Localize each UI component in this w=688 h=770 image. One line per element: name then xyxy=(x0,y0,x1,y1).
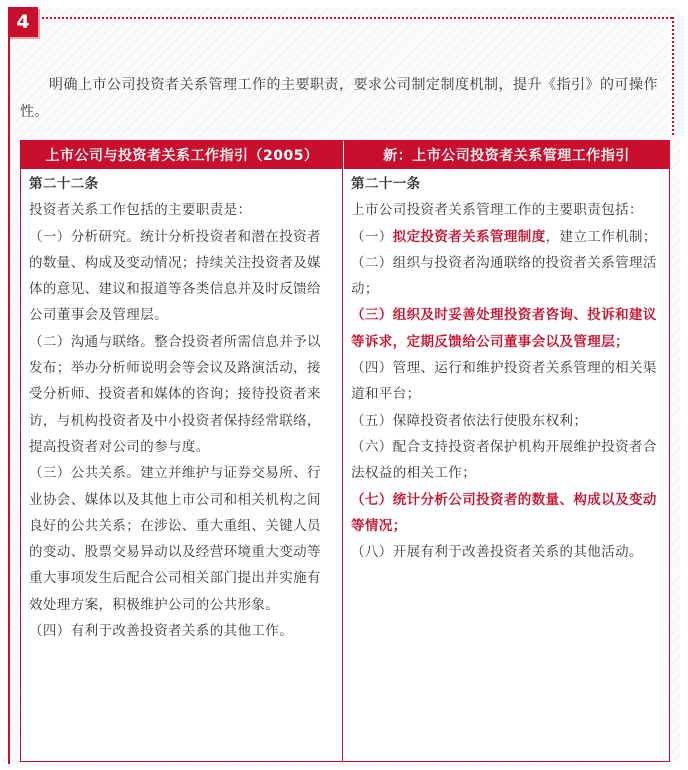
old-duty-item-2: （二）沟通与联络。整合投资者所需信息并予以发布；举办分析师说明会等会议及路演活动，接受分析师、投资者和媒体的咨询；接待投资者来访，与机构投资者及中小投资者保持经常联络，提高投资者对公司的参与度。 xyxy=(29,333,321,455)
top-dotted-border xyxy=(38,17,672,19)
new-duty-item-6: （六）配合支持投资者保护机构开展维护投资者合法权益的相关工作； xyxy=(351,438,657,482)
new-duty-item-2: （二）组织与投资者沟通联络的投资者关系管理活动； xyxy=(351,254,657,298)
right-dotted-border xyxy=(672,17,674,135)
section-number-badge: 4 xyxy=(8,7,38,37)
old-duty-intro: 投资者关系工作包括的主要职责是： xyxy=(29,202,252,219)
old-guideline-column xyxy=(21,169,343,761)
old-article-number: 第二十二条 xyxy=(29,176,99,192)
new-guideline-column xyxy=(343,169,668,761)
table-body-row xyxy=(21,169,669,761)
item-1-prefix: （一） xyxy=(351,228,393,245)
old-duty-item-4: （四）有利于改善投资者关系的其他工作。 xyxy=(29,623,294,640)
new-duty-item-5: （五）保障投资者依法行使股东权利； xyxy=(351,412,588,429)
intro-paragraph: 明确上市公司投资者关系管理工作的主要职责，要求公司制定制度机制，提升《指引》的可操作性。 xyxy=(20,77,658,120)
new-duty-item-3: （三）组织及时妥善处理投资者咨询、投诉和建议等诉求，定期反馈给公司董事会以及管理层； xyxy=(351,307,657,350)
new-article-number: 第二十一条 xyxy=(351,176,421,192)
item-1-rest: ，建立工作机制； xyxy=(545,228,657,245)
header-old-guideline: 上市公司与投资者关系工作指引（2005） xyxy=(21,141,344,169)
new-duty-item-1 xyxy=(351,224,660,250)
old-duty-item-3: （三）公共关系。建立并维护与证券交易所、行业协会、媒体以及其他上市公司和相关机构之间良好的公共关系；在涉讼、重大重组、关键人员的变动、股票交易异动以及经营环境重大变动等重大事项发生后配合公司相关部门提出并实施有效处理方案，积极维护公司的公共形象。 xyxy=(29,465,321,613)
header-new-guideline: 新：上市公司投资者关系管理工作指引 xyxy=(383,148,630,164)
item-1-highlight: 拟定投资者关系管理制度 xyxy=(392,228,546,245)
new-duty-item-7: （七）统计分析公司投资者的数量、构成以及变动等情况； xyxy=(351,491,657,534)
comparison-table xyxy=(20,140,670,762)
new-duty-item-4: （四）管理、运行和维护投资者关系管理的相关渠道和平台； xyxy=(351,360,657,403)
new-duty-item-8: （八）开展有利于改善投资者关系的其他活动。 xyxy=(351,544,643,561)
table-header-row xyxy=(21,141,669,169)
old-duty-item-1: （一）分析研究。统计分析投资者和潜在投资者的数量、构成及变动情况；持续关注投资者及媒体的意见、建议和报道等各类信息并及时反馈给公司董事会及管理层。 xyxy=(29,228,321,324)
new-duty-intro: 上市公司投资者关系管理工作的主要职责包括： xyxy=(351,202,643,219)
